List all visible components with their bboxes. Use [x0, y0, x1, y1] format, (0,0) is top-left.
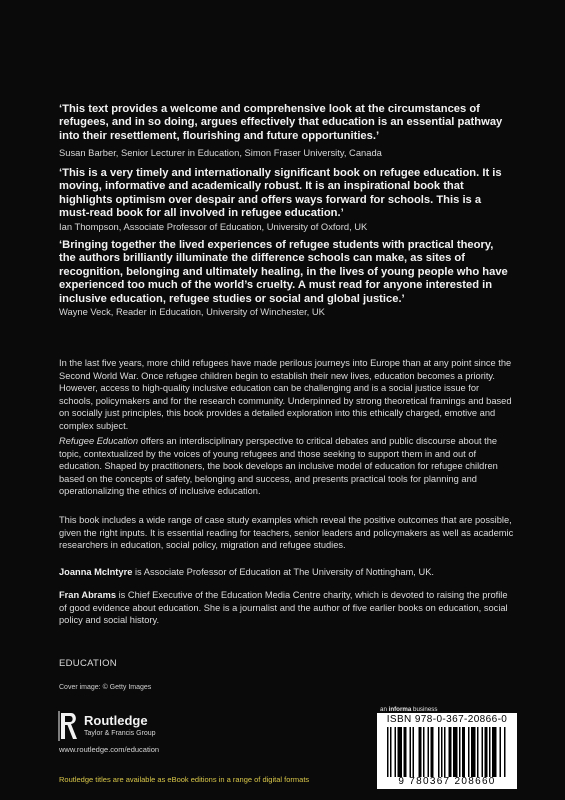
author-name-1: Joanna McIntyre: [59, 567, 133, 577]
barcode-bar: [390, 727, 392, 777]
quote-3: ‘Bringing together the lived experiences of refugee students with practical theory, the authors brilliantly illuminate the difference schools can make, as sites of recognition, belonging and ultimately healing, in the lives of young people who have experienced too much of the world’s cruelty. A must read for anyone interested in inclusive education, refugee studies or social and global justice.’: [59, 239, 508, 305]
publisher-group: Taylor & Francis Group: [84, 730, 156, 737]
barcode-bar: [468, 727, 470, 777]
barcode-bar: [462, 727, 465, 777]
barcode-bar: [395, 727, 397, 777]
barcode-bar: [492, 727, 497, 777]
description-paragraph-1: In the last five years, more child refugees have made perilous journeys into Europe than at any point since the Second World War. Once refugee children begin to establish their new lives, education becomes a priority. However, access to high-quality inclusive education can be challenging and is a social justice issue for schools, policymakers and for the research community. Underpinned by strong theoretical framings and based on socially just principles, this book provides a detailed exploration into this ethically charged, emotive and complex subject.: [59, 358, 512, 431]
informa-business: an informa business: [380, 706, 438, 713]
barcode-bars: [387, 727, 507, 777]
barcode-bar: [459, 727, 461, 777]
barcode-bar: [438, 727, 440, 777]
barcode-bar: [419, 727, 422, 777]
quote-1: ‘This text provides a welcome and comprehensive look at the circumstances of refugees, and in so doing, argues effectively that education is an essential pathway into their resettlement, flourishing and future opportunities.’: [59, 103, 503, 142]
publisher-logo: [58, 711, 178, 745]
barcode-bar: [431, 727, 434, 777]
isbn-barcode: [377, 713, 517, 789]
ebook-note: Routledge titles are available as eBook editions in a range of digital formats: [59, 775, 310, 784]
quote-2: ‘This is a very timely and internationally significant book on refugee education. It is moving, informative and academically robust. It is an inspirational book that highlights optimism over despair and offers ways forward for schools. This is a must-read book for all involved in refugee education.’: [59, 167, 502, 220]
barcode-bar: [387, 727, 389, 777]
author-bio-1: Joanna McIntyre is Associate Professor of Education at The University of Nottingham, UK.: [59, 567, 434, 577]
barcode-bar: [404, 727, 407, 777]
author-name-2: Fran Abrams: [59, 590, 117, 600]
barcode-bar: [413, 727, 415, 777]
cover-image-credit: Cover image: © Getty Images: [59, 684, 152, 691]
quote-2-author: Ian Thompson, Associate Professor of Education, University of Oxford, UK: [59, 221, 368, 232]
author-bio-2: Fran Abrams is Chief Executive of the Education Media Centre charity, which is devoted to raising the profile of good evidence about education. She is a journalist and the author of five earlier books on education, social policy and social history.: [59, 590, 508, 625]
barcode-bar: [504, 727, 506, 777]
barcode-bar: [453, 727, 458, 777]
quote-1-author: Susan Barber, Senior Lecturer in Education, Simon Fraser University, Canada: [59, 147, 382, 158]
barcode-bar: [482, 727, 484, 777]
barcode-bar: [477, 727, 479, 777]
barcode-bar: [500, 727, 502, 777]
description-paragraph-2: [59, 435, 515, 498]
barcode-bar: [428, 727, 430, 777]
book-title: Refugee Education: [59, 436, 139, 446]
barcode-number: 9 780367 208660: [398, 776, 496, 787]
description-paragraph-3: This book includes a wide range of case study examples which reveal the positive outcomes that are possible, given the right inputs. It is essential reading for teachers, senior leaders and policymakers as well as academic researchers in education, social policy, migration and refugee studies.: [59, 515, 514, 550]
subject-label: EDUCATION: [59, 658, 117, 669]
publisher-website: www.routledge.com/education: [59, 745, 160, 754]
publisher-name: Routledge: [84, 713, 148, 728]
barcode-bar: [485, 727, 488, 777]
barcode-bar: [444, 727, 446, 777]
barcode-bar: [398, 727, 403, 777]
barcode-bar: [441, 727, 443, 777]
barcode-bar: [423, 727, 425, 777]
description-paragraph-2-body: offers an interdisciplinary perspective to critical debates and public discourse about the topic, contextualized by the voices of young refugees and those seeking to support them in and out of education. Shaped by practitioners, the book develops an inclusive model of education for refugee children based on the concepts of safety, belonging and success, and presents practical tools for planning and operationalizing the ethics of inclusive education.: [59, 436, 498, 496]
barcode-bar: [489, 727, 491, 777]
barcode-bar: [471, 727, 476, 777]
barcode-bar: [449, 727, 452, 777]
isbn-number: ISBN 978-0-367-20866-0: [386, 714, 508, 725]
routledge-logo-icon: [58, 711, 80, 741]
barcode-bar: [410, 727, 412, 777]
quote-3-author: Wayne Veck, Reader in Education, University of Winchester, UK: [59, 306, 325, 317]
